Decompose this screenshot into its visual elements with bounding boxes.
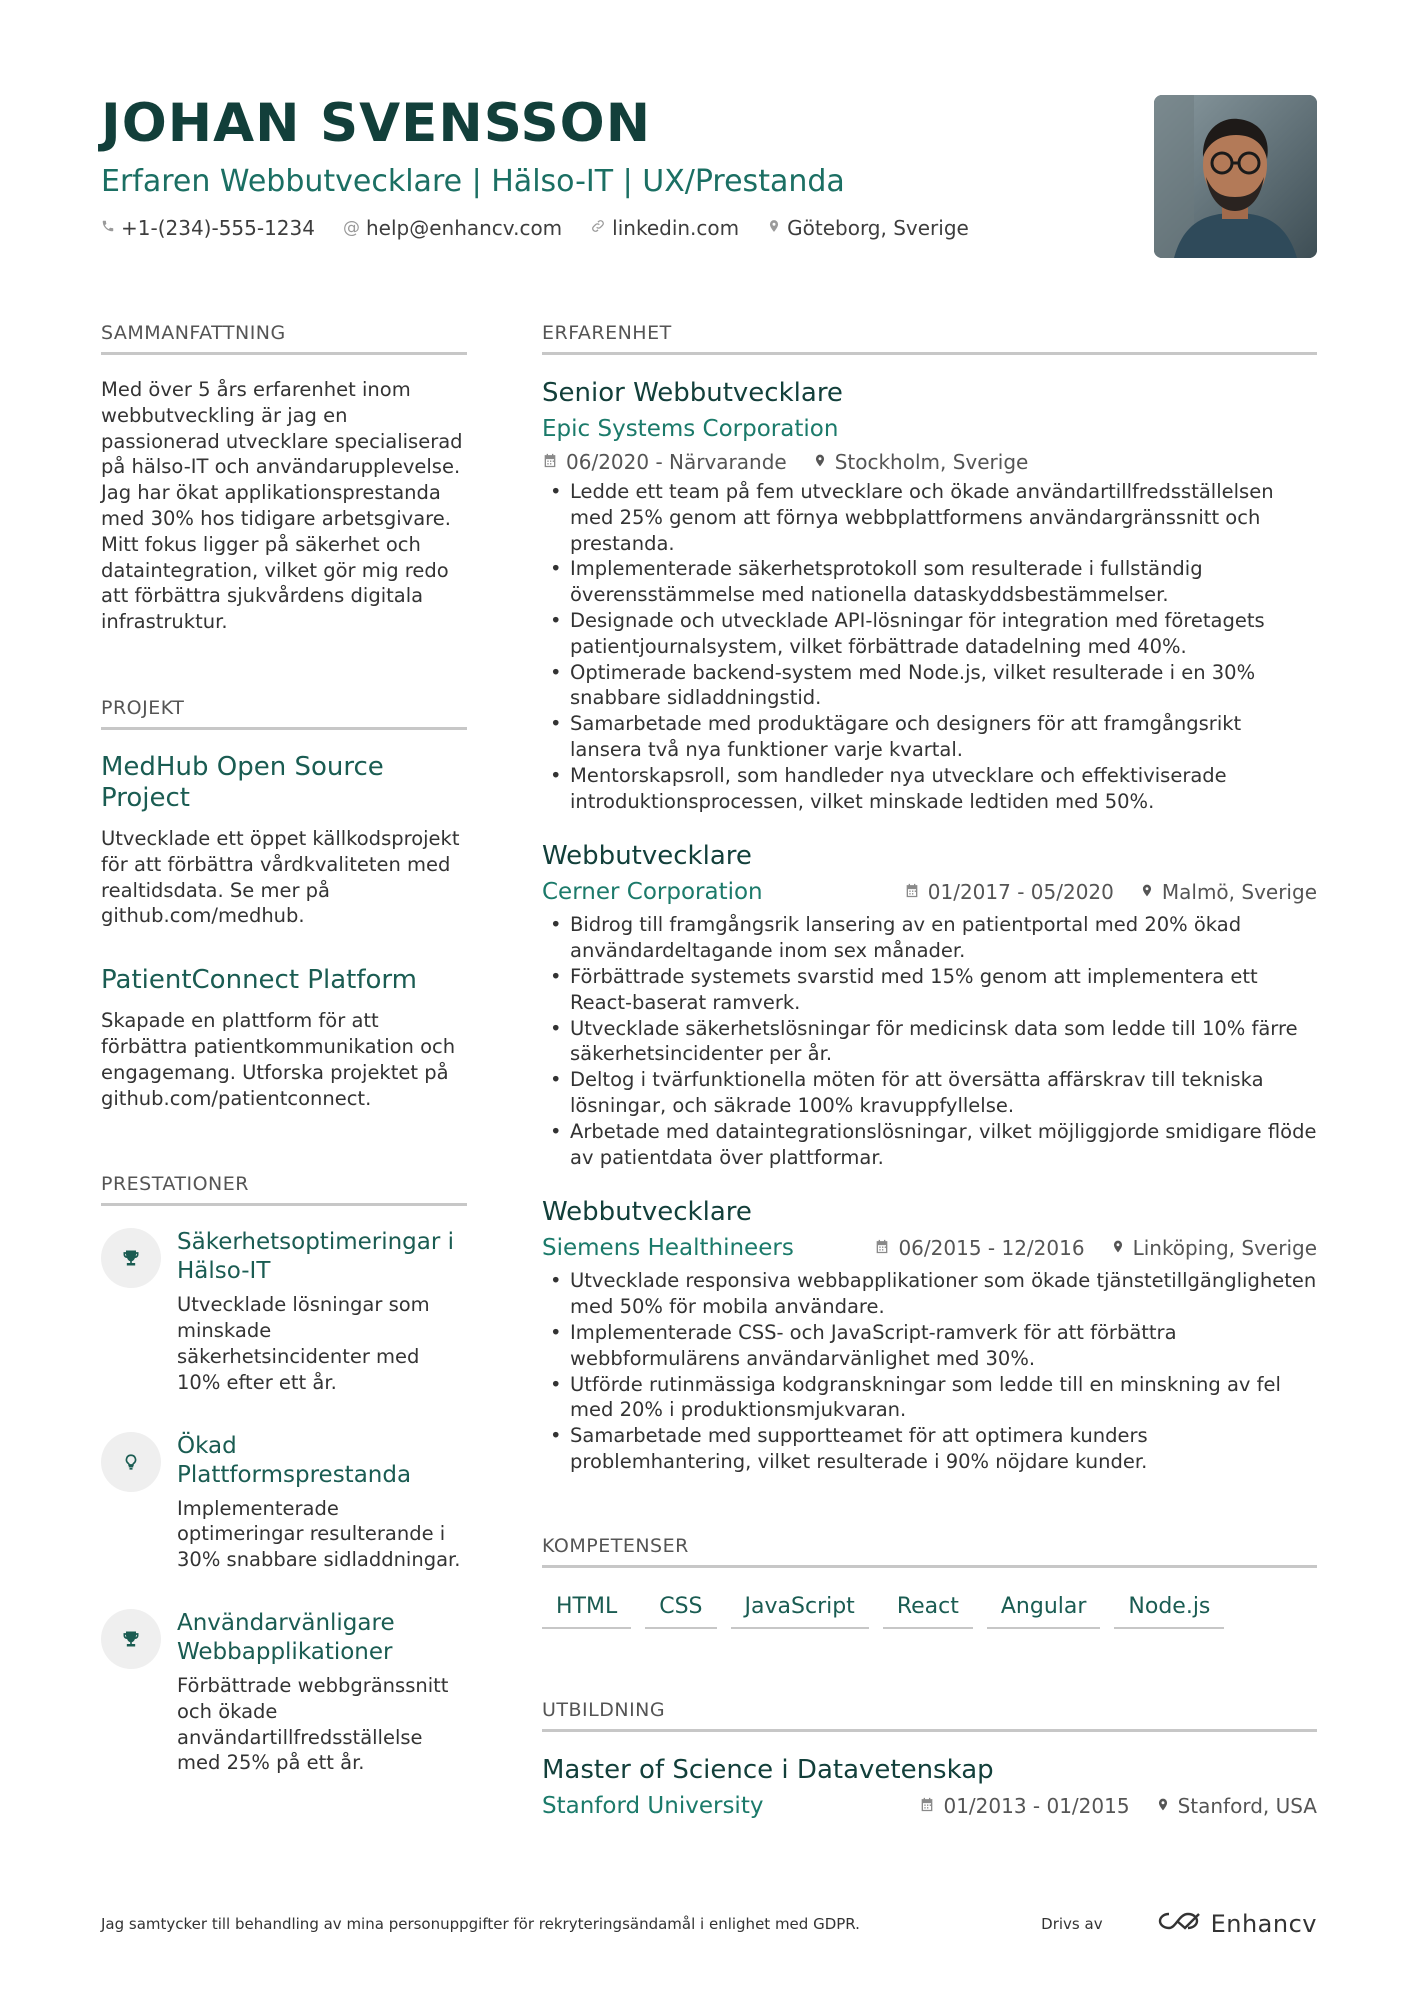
job-dates-text: 01/2017 - 05/2020 bbox=[927, 880, 1114, 905]
company-name: Siemens Healthineers bbox=[542, 1235, 794, 1262]
map-pin-icon bbox=[1156, 1791, 1170, 1821]
achievements-section bbox=[101, 1171, 467, 1776]
achievement-item bbox=[101, 1228, 467, 1395]
summary-heading: SAMMANFATTNING bbox=[101, 320, 467, 355]
bullet-item: • Ledde ett team på fem utvecklare och ökade användartillfredsställelsen med 25% genom att förnya webbplattformens användargränssnitt och prestanda. bbox=[542, 479, 1317, 556]
skill-tag: React bbox=[883, 1588, 973, 1629]
right-column bbox=[542, 320, 1317, 1824]
bullet-item: • Utvecklade responsiva webbapplikationer som ökade tjänstetillgängligheten med 50% för mobila användare. bbox=[542, 1268, 1317, 1320]
experience-section bbox=[542, 320, 1317, 1475]
skill-tag: CSS bbox=[645, 1588, 716, 1629]
project-item bbox=[101, 752, 467, 929]
footer bbox=[101, 1910, 1317, 1938]
education-section bbox=[542, 1697, 1317, 1824]
school-name: Stanford University bbox=[542, 1792, 764, 1819]
link-icon bbox=[590, 218, 606, 239]
project-description: Utvecklade ett öppet källkodsprojekt för att förbättra vårdkvaliteten med realtidsdata. Se mer på github.com/medhub. bbox=[101, 826, 460, 928]
achievement-title: Säkerhetsoptimeringar i Hälso-IT bbox=[177, 1229, 455, 1285]
job-dates bbox=[874, 1233, 1084, 1263]
phone-text: +1-(234)-555-1234 bbox=[121, 216, 315, 240]
calendar-icon bbox=[874, 1233, 890, 1263]
education-meta bbox=[919, 1791, 1317, 1821]
bullet-item: • Implementerade säkerhetsprotokoll som resulterade i fullständig överensstämmelse med nationella dataskyddsbestämmelser. bbox=[542, 556, 1317, 608]
job-location bbox=[813, 447, 1029, 477]
achievement-description: Utvecklade lösningar som minskade säkerhetsincidenter med 10% efter ett år. bbox=[177, 1293, 430, 1394]
achievement-title: Användarvänligare Webbapplikationer bbox=[177, 1609, 395, 1665]
achievement-description: Implementerade optimeringar resulterande i 30% snabbare sidladdningar. bbox=[177, 1496, 461, 1572]
job-title: Webbutvecklare bbox=[542, 841, 752, 872]
job-entry bbox=[542, 1194, 1317, 1474]
summary-section bbox=[101, 320, 467, 635]
project-description: Skapade en plattform för att förbättra patientkommunikation och engagemang. Utforska projektet på github.com/patientconnect. bbox=[101, 1009, 456, 1110]
skills-list bbox=[542, 1588, 1317, 1629]
lightbulb-icon bbox=[101, 1432, 161, 1492]
job-title: Senior Webbutvecklare bbox=[542, 378, 843, 408]
job-location bbox=[1111, 1233, 1317, 1263]
job-dates bbox=[542, 447, 787, 477]
bullet-item: • Bidrog till framgångsrik lansering av en patientportal med 20% ökad användardeltagande inom sex månader. bbox=[542, 912, 1317, 964]
skill-tag: Node.js bbox=[1114, 1588, 1224, 1629]
gdpr-consent: Jag samtycker till behandling av mina personuppgifter för rekryteringsändamål i enlighet med GDPR. bbox=[101, 1915, 860, 1933]
skills-heading: KOMPETENSER bbox=[542, 1533, 1317, 1568]
contact-phone[interactable] bbox=[101, 216, 315, 240]
contact-location bbox=[767, 216, 969, 240]
achievement-item bbox=[101, 1432, 467, 1573]
project-item bbox=[101, 965, 467, 1111]
bullet-item: • Utvecklade säkerhetslösningar för medicinsk data som ledde till 10% färre säkerhetsincidenter per år. bbox=[542, 1016, 1317, 1068]
map-pin-icon bbox=[1140, 877, 1154, 907]
job-meta bbox=[874, 1233, 1317, 1263]
linkedin-text: linkedin.com bbox=[612, 216, 740, 240]
job-title: Webbutvecklare bbox=[542, 1197, 752, 1228]
contact-row bbox=[101, 216, 1151, 240]
phone-icon bbox=[101, 218, 115, 238]
project-name: MedHub Open Source Project bbox=[101, 751, 384, 813]
resume-header bbox=[101, 88, 1151, 240]
brand-name: Enhancv bbox=[1210, 1910, 1317, 1938]
job-meta bbox=[542, 447, 1317, 477]
contact-linkedin[interactable] bbox=[590, 216, 739, 240]
bullet-item: • Mentorskapsroll, som handleder nya utvecklare och effektiviserade introduktionsprocessen, vilket minskade ledtiden med 50%. bbox=[542, 763, 1317, 815]
contact-email[interactable] bbox=[343, 216, 562, 240]
achievement-item bbox=[101, 1609, 467, 1776]
skill-tag: JavaScript bbox=[731, 1588, 869, 1629]
company-name: Epic Systems Corporation bbox=[542, 416, 839, 442]
experience-heading: ERFARENHET bbox=[542, 320, 1317, 355]
enhancv-logo-icon bbox=[1157, 1910, 1203, 1938]
map-pin-icon bbox=[813, 447, 827, 477]
bullet-item: • Förbättrade systemets svarstid med 15% genom att implementera ett React-baserat ramverk. bbox=[542, 964, 1317, 1016]
job-location-text: Malmö, Sverige bbox=[1161, 880, 1317, 905]
email-text: help@enhancv.com bbox=[365, 216, 563, 240]
bullet-item: • Designade och utvecklade API-lösningar för integration med företagets patientjournalsystem, vilket förbättrade datadelning med 40%. bbox=[542, 608, 1317, 660]
education-dates-text: 01/2013 - 01/2015 bbox=[943, 1793, 1130, 1818]
education-entry bbox=[542, 1752, 1317, 1824]
brand-logo[interactable] bbox=[1157, 1910, 1317, 1938]
job-company-row bbox=[542, 874, 1317, 910]
candidate-headline: Erfaren Webbutvecklare | Hälso-IT | UX/Prestanda bbox=[101, 164, 845, 199]
calendar-icon bbox=[904, 877, 920, 907]
job-bullets bbox=[542, 479, 1317, 814]
bullet-item: • Implementerade CSS- och JavaScript-ramverk för att förbättra webbformulärens användarvänlighet med 30%. bbox=[542, 1320, 1317, 1372]
trophy-icon bbox=[101, 1228, 161, 1288]
map-pin-icon bbox=[1111, 1233, 1125, 1263]
education-heading: UTBILDNING bbox=[542, 1697, 1317, 1732]
skills-section bbox=[542, 1533, 1317, 1629]
job-dates bbox=[904, 877, 1114, 907]
job-dates-text: 06/2015 - 12/2016 bbox=[898, 1236, 1085, 1261]
candidate-name: JOHAN SVENSSON bbox=[101, 93, 652, 154]
left-column bbox=[101, 320, 467, 1776]
job-bullets bbox=[542, 912, 1317, 1170]
calendar-icon bbox=[542, 447, 558, 477]
company-name: Cerner Corporation bbox=[542, 879, 763, 906]
project-name: PatientConnect Platform bbox=[101, 965, 417, 996]
education-row bbox=[542, 1788, 1317, 1824]
bullet-item: • Utförde rutinmässiga kodgranskningar som ledde till en minskning av fel med 20% i produktionsmjukvaran. bbox=[542, 1372, 1317, 1424]
achievement-description: Förbättrade webbgränssnitt och ökade användartillfredsställelse med 25% på ett år. bbox=[177, 1673, 449, 1775]
summary-text: Med över 5 års erfarenhet inom webbutveckling är jag en passionerad utvecklare specialiserad på hälso-IT och användarupplevelse. Jag har ökat applikationsprestanda med 30% hos tidigare arbetsgivare. Mitt fokus ligger på säkerhet och dataintegration, vilket gör mig redo att förbättra sjukvårdens digitala infrastruktur. bbox=[101, 378, 463, 634]
projects-section bbox=[101, 695, 467, 1111]
map-pin-icon bbox=[767, 218, 781, 239]
education-dates bbox=[919, 1791, 1129, 1821]
bullet-item: • Arbetade med dataintegrationslösningar, vilket möjliggjorde smidigare flöde av patientdata över plattformar. bbox=[542, 1119, 1317, 1171]
education-location bbox=[1156, 1791, 1317, 1821]
projects-heading: PROJEKT bbox=[101, 695, 467, 730]
bullet-item: • Samarbetade med produktägare och designers för att framgångsrikt lansera två nya funktioner varje kvartal. bbox=[542, 711, 1317, 763]
achievement-title: Ökad Plattformsprestanda bbox=[177, 1432, 412, 1488]
degree-title: Master of Science i Datavetenskap bbox=[542, 1754, 994, 1785]
job-location-text: Linköping, Sverige bbox=[1132, 1236, 1317, 1261]
job-location-text: Stockholm, Sverige bbox=[834, 450, 1029, 474]
location-text: Göteborg, Sverige bbox=[787, 216, 969, 240]
bullet-item: • Optimerade backend-system med Node.js, vilket resulterade i en 30% snabbare sidladdningstid. bbox=[542, 660, 1317, 712]
job-location bbox=[1140, 877, 1317, 907]
bullet-item: • Samarbetade med supportteamet för att optimera kunders problemhantering, vilket resulterade i 90% nöjdare kunder. bbox=[542, 1423, 1317, 1475]
calendar-icon bbox=[919, 1791, 935, 1821]
job-entry bbox=[542, 375, 1317, 814]
profile-photo bbox=[1154, 95, 1317, 258]
job-meta bbox=[904, 877, 1317, 907]
powered-by-label: Drivs av bbox=[1041, 1915, 1103, 1933]
at-sign-icon: @ bbox=[342, 218, 360, 238]
job-entry bbox=[542, 838, 1317, 1170]
achievements-heading: PRESTATIONER bbox=[101, 1171, 467, 1206]
job-dates-text: 06/2020 - Närvarande bbox=[566, 450, 787, 474]
bullet-item: • Deltog i tvärfunktionella möten för att översätta affärskrav till tekniska lösningar, och säkrade 100% kravuppfyllelse. bbox=[542, 1067, 1317, 1119]
skill-tag: HTML bbox=[542, 1588, 631, 1629]
skill-tag: Angular bbox=[987, 1588, 1101, 1629]
job-bullets bbox=[542, 1268, 1317, 1474]
job-company-row bbox=[542, 1230, 1317, 1266]
trophy-icon bbox=[101, 1609, 161, 1669]
education-location-text: Stanford, USA bbox=[1177, 1793, 1317, 1818]
